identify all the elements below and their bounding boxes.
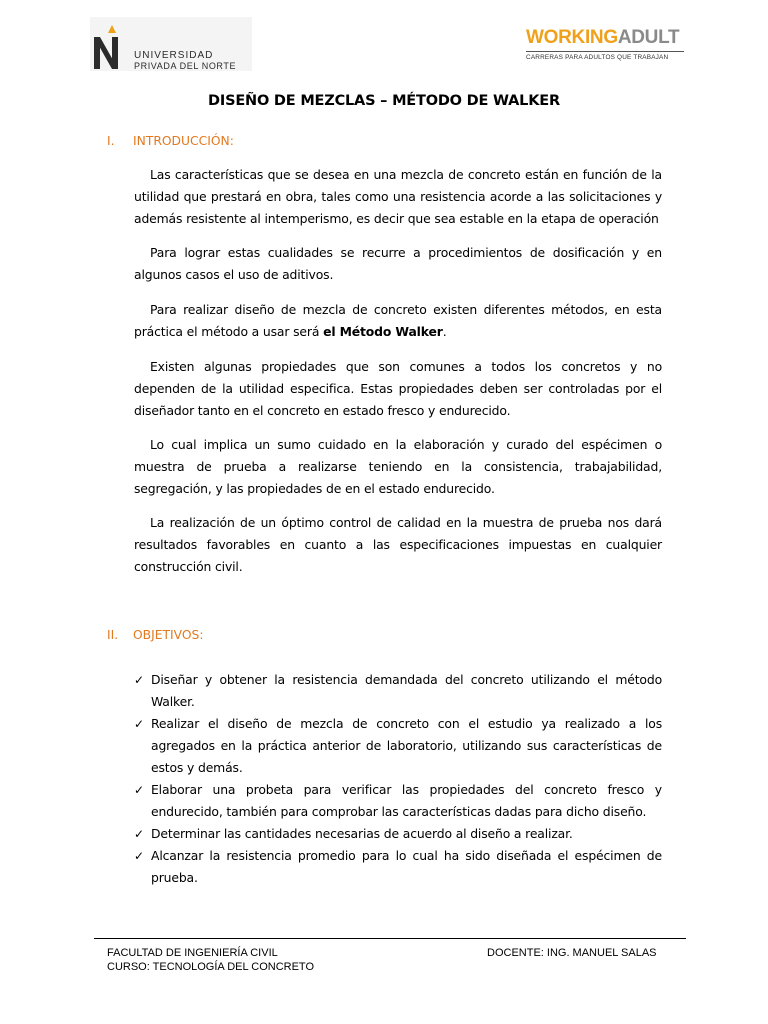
objective-text: Realizar el diseño de mezcla de concreto con el estudio ya realizado a los agregados en la práctica anterior de laboratorio, utilizando sus características de estos y demás. (151, 716, 662, 775)
footer-faculty: FACULTAD DE INGENIERÍA CIVIL (107, 947, 278, 959)
list-item (134, 713, 662, 779)
university-name (134, 51, 236, 71)
list-item (134, 669, 662, 713)
intro-paragraph: Las características que se desea en una mezcla de concreto están en función de la utilidad que prestará en obra, tales como una resistencia acorde a las solicitaciones y además resistente al intemperismo, es decir que sea estable en la etapa de operación (134, 167, 662, 226)
checkmark-icon: ✓ (134, 717, 144, 731)
footer-course: CURSO: TECNOLOGÍA DEL CONCRETO (107, 961, 315, 973)
intro-paragraph: La realización de un óptimo control de calidad en la muestra de prueba nos dará resultados favorables en cuanto a las especificaciones impuestas en cualquier construcción civil. (134, 515, 662, 574)
objective-text: Elaborar una probeta para verificar las propiedades del concreto fresco y endurecido, también para comprobar las características dadas para dicho diseño. (151, 782, 662, 819)
checkmark-icon: ✓ (134, 827, 144, 841)
section-title: INTRODUCCIÓN: (133, 134, 234, 148)
intro-paragraph (134, 299, 662, 343)
intro-paragraph: Para lograr estas cualidades se recurre a procedimientos de dosificación y en algunos casos el uso de aditivos. (134, 245, 662, 282)
checkmark-icon: ✓ (134, 849, 144, 863)
workingadult-tagline: CARRERAS PARA ADULTOS QUE TRABAJAN (526, 54, 669, 61)
wordmark-adult: ADULT (617, 27, 680, 48)
section-number: I. (107, 134, 115, 148)
checkmark-icon: ✓ (134, 673, 144, 687)
intro-paragraph: Lo cual implica un sumo cuidado en la elaboración y curado del espécimen o muestra de prueba a realizarse teniendo en la consistencia, trabajabilidad, segregación, y las propiedades de en el estado endurecido. (134, 437, 662, 496)
document-title: DISEÑO DE MEZCLAS – MÉTODO DE WALKER (208, 93, 560, 109)
objectives-list (134, 669, 662, 889)
method-name-bold: el Método Walker (323, 324, 443, 339)
section-title: OBJETIVOS: (133, 628, 204, 642)
section-number: II. (107, 628, 119, 642)
university-name-line2: PRIVADA DEL NORTE (134, 61, 237, 71)
objective-text: Alcanzar la resistencia promedio para lo cual ha sido diseñada el espécimen de prueba. (151, 848, 662, 885)
paragraph-text: . (442, 324, 447, 339)
paragraph-text: Para realizar diseño de mezcla de concreto existen diferentes métodos, en esta práctica el método a usar será (134, 302, 662, 339)
objective-text: Diseñar y obtener la resistencia demandada del concreto utilizando el método Walker. (151, 672, 662, 709)
checkmark-icon: ✓ (134, 783, 144, 797)
objective-text: Determinar las cantidades necesarias de acuerdo al diseño a realizar. (151, 826, 573, 841)
list-item (134, 779, 662, 823)
list-item (134, 845, 662, 889)
wordmark-working: WORKING (526, 27, 618, 48)
upn-n-logo-icon (92, 25, 122, 71)
workingadult-wordmark (526, 28, 686, 48)
intro-paragraph: Existen algunas propiedades que son comunes a todos los concretos y no dependen de la utilidad especifica. Estas propiedades deben ser controladas por el diseñador tanto en el concreto en estado fresco y endurecido. (134, 359, 662, 418)
logo-divider (526, 51, 684, 52)
footer-teacher: DOCENTE: ING. MANUEL SALAS (487, 947, 657, 959)
university-name-line1: UNIVERSIDAD (134, 50, 214, 61)
section-heading-introduccion (107, 134, 234, 148)
section-heading-objetivos (107, 628, 203, 642)
university-logo (90, 17, 252, 71)
footer-left (107, 946, 314, 974)
workingadult-logo (526, 28, 686, 61)
footer-divider (94, 938, 686, 939)
list-item (134, 823, 662, 845)
